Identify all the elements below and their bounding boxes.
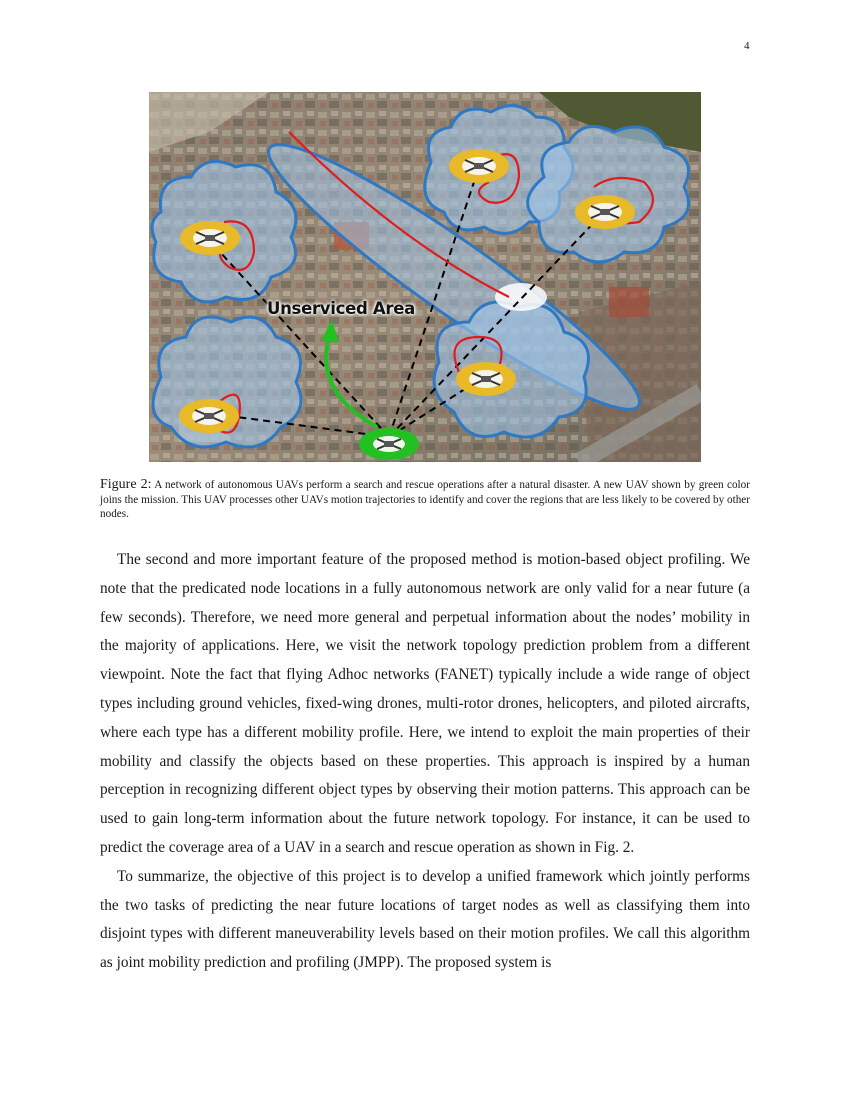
uav-upper-center bbox=[449, 149, 509, 183]
predicted-location-glow bbox=[495, 283, 547, 311]
figure-caption bbox=[100, 478, 750, 522]
figure-uav-network bbox=[149, 92, 701, 462]
body-text bbox=[100, 546, 750, 978]
page-number: 4 bbox=[744, 40, 750, 52]
caption-text: A network of autonomous UAVs perform a search and rescue operations after a natural disaster. A new UAV shown by green color joins the mission. This UAV processes other UAVs motion trajectories to identify and cover the regions that are less likely to be covered by other nodes. bbox=[100, 479, 750, 520]
unserviced-area-label: Unserviced Area bbox=[267, 299, 415, 318]
uav-network-illustration bbox=[149, 92, 701, 462]
new-uav-green bbox=[359, 428, 419, 460]
paragraph: The second and more important feature of the proposed method is motion-based object profiling. We note that the predicated node locations in a fully autonomous network are only valid for a near future (a few seconds). Therefore, we need more general and perpetual information about the nodes’ mobility in the majority of applications. Here, we visit the network topology prediction problem from a different viewpoint. Note the fact that flying Adhoc networks (FANET) typically include a wide range of object types including ground vehicles, fixed-wing drones, multi-rotor drones, helicopters, and piloted aircrafts, where each type has a different mobility profile. Here, we intend to exploit the main properties of their mobility and classify the objects based on these properties. This approach is inspired by a human perception in recognizing different object types by observing their motion patterns. This approach can be used to gain long-term information about the future network topology. For instance, it can be used to predict the coverage area of a UAV in a search and rescue operation as shown in Fig. 2. bbox=[100, 551, 750, 856]
uav-right bbox=[575, 195, 635, 229]
uav-left bbox=[180, 221, 240, 255]
uav-bottom-center bbox=[456, 362, 516, 396]
caption-label: Figure 2: bbox=[100, 477, 152, 492]
paragraph: To summarize, the objective of this project is to develop a unified framework which jointly performs the two tasks of predicting the near future locations of target nodes as well as classifying them into disjoint types with different maneuverability levels based on their motion profiles. We call this algorithm as joint mobility prediction and profiling (JMPP). The proposed system is bbox=[100, 867, 750, 972]
uav-bottom-left bbox=[179, 399, 239, 433]
